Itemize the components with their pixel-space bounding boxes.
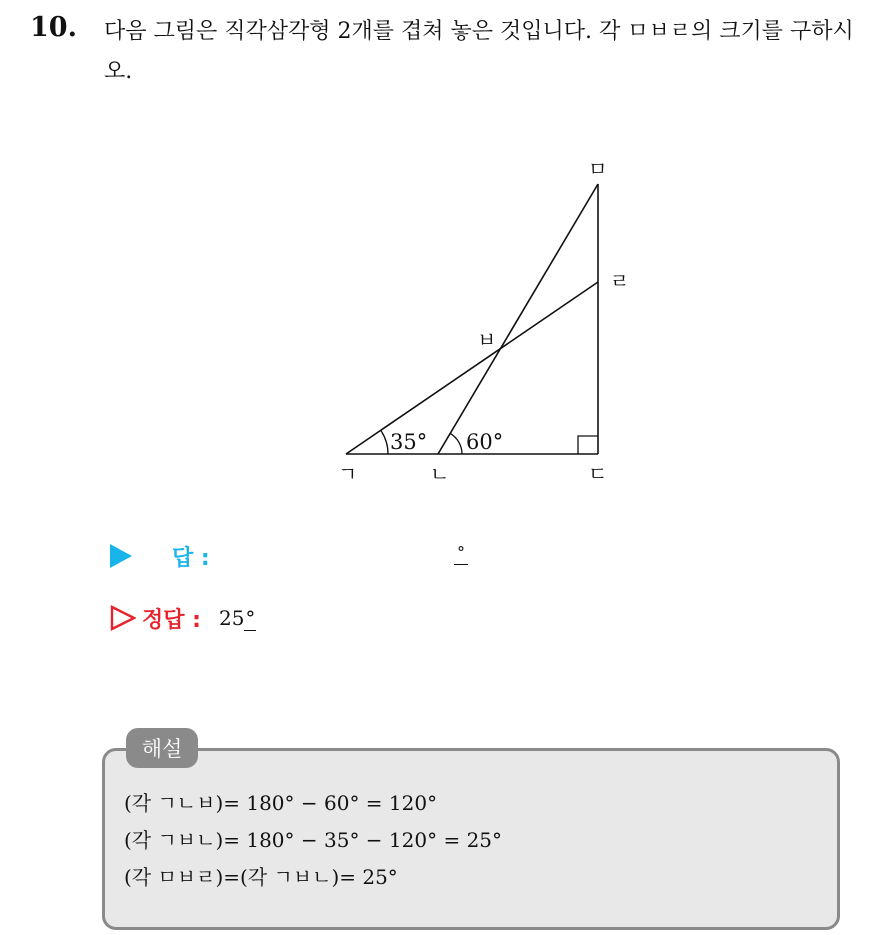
point-label-rieul: ㄹ bbox=[610, 269, 630, 293]
angle-arc-35 bbox=[381, 430, 388, 454]
question-number: 10. bbox=[30, 12, 77, 43]
point-label-giyeok: ㄱ bbox=[338, 462, 358, 486]
right-angle-mark bbox=[578, 436, 598, 454]
explanation-line-3: (각 ㅁㅂㄹ)=(각 ㄱㅂㄴ)= 25° bbox=[124, 865, 398, 889]
angle-label-35: 35° bbox=[390, 430, 428, 454]
point-label-nieun: ㄴ bbox=[430, 462, 450, 486]
segment-giyeok-rieul bbox=[346, 282, 598, 454]
outline-triangle-icon bbox=[110, 605, 136, 631]
explanation-title: 해설 bbox=[126, 728, 198, 768]
correct-row bbox=[110, 600, 256, 636]
point-label-mieum: ㅁ bbox=[588, 157, 608, 181]
point-label-bieup: ㅂ bbox=[477, 328, 497, 352]
explanation-line-2: (각 ㄱㅂㄴ)= 180° − 35° − 120° = 25° bbox=[124, 828, 503, 852]
angle-arc-60 bbox=[450, 433, 462, 454]
segment-nieun-mieum bbox=[438, 184, 598, 454]
explanation-line-1: (각 ㄱㄴㅂ)= 180° − 60° = 120° bbox=[124, 791, 438, 815]
correct-unit: ° bbox=[245, 606, 256, 630]
answer-row bbox=[110, 538, 465, 574]
correct-number: 25 bbox=[218, 606, 245, 630]
triangle-diagram bbox=[330, 150, 640, 490]
answer-label: 답 : bbox=[172, 545, 210, 571]
filled-triangle-icon bbox=[110, 544, 132, 568]
question-text: 다음 그림은 직각삼각형 2개를 겹쳐 놓은 것입니다. 각 ㅁㅂㄹ의 크기를 구하시오. bbox=[104, 19, 854, 84]
correct-label: 정답 : bbox=[142, 607, 201, 633]
explanation-lines bbox=[124, 785, 502, 896]
correct-value bbox=[219, 606, 256, 630]
answer-blank[interactable]: ° bbox=[454, 542, 468, 565]
point-label-digeut: ㄷ bbox=[588, 462, 608, 486]
angle-label-60: 60° bbox=[466, 430, 504, 454]
triangle-figure bbox=[330, 150, 640, 490]
